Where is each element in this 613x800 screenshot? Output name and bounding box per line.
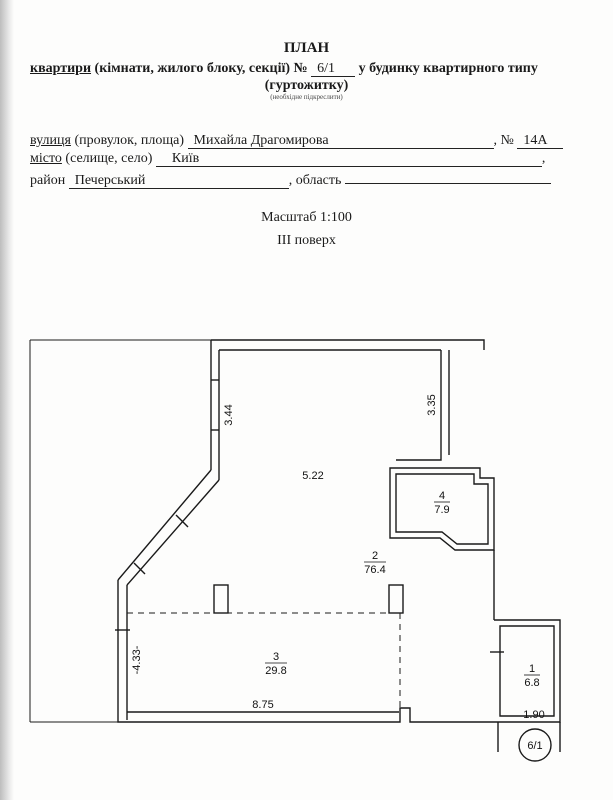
document-title: ПЛАН <box>283 40 330 56</box>
room-2-label <box>364 550 386 576</box>
diagonal-wall <box>118 470 211 580</box>
street-value: Михайла Драгомирова <box>188 133 494 149</box>
room-1-label <box>524 663 540 689</box>
top-wall <box>211 340 484 350</box>
number-label: , № <box>493 133 518 148</box>
district-value: Печерський <box>69 173 289 189</box>
svg-text:1: 1 <box>528 663 536 675</box>
district-label: район <box>30 173 69 188</box>
apartment-number: 6/1 <box>311 61 355 77</box>
scale-label: Масштаб 1:100 <box>261 210 352 225</box>
dim-width-lower: 8.75 <box>252 699 274 711</box>
svg-text:6.8: 6.8 <box>524 677 540 689</box>
city-label: (селище, село) <box>61 151 156 166</box>
dim-left-top: 3.44 <box>223 404 235 426</box>
dim-left-lower: -4.33- <box>131 645 143 675</box>
dim-room1: 1.90 <box>523 709 545 721</box>
svg-text:3: 3 <box>272 651 280 663</box>
svg-text:4: 4 <box>438 490 446 502</box>
street-label: (провулок, площа) <box>70 133 188 148</box>
room-3-label <box>265 651 287 677</box>
house-number: 14А <box>517 133 563 149</box>
svg-text:2: 2 <box>371 550 379 562</box>
apartment-word: квартири <box>30 61 92 76</box>
underline-note: (необхідне підкреслити) <box>270 93 343 101</box>
street-prefix: вулиця <box>30 133 71 148</box>
city-line: місто (селище, село) Київ , <box>30 151 546 166</box>
svg-text:7.9: 7.9 <box>434 504 450 516</box>
city-value: Київ <box>156 151 542 167</box>
dormitory-label: (гуртожитку) <box>264 78 349 93</box>
header-middle: (кімнати, жилого блоку, секції) № <box>91 61 312 76</box>
header-suffix: у будинку квартирного типу <box>355 61 538 76</box>
city-prefix: місто <box>30 151 62 166</box>
marker-label: 6/1 <box>527 740 543 752</box>
floor-label: III поверх <box>277 233 336 248</box>
bottom-wall <box>126 708 498 722</box>
room-4-label <box>434 490 450 516</box>
svg-text:29.8: 29.8 <box>265 665 287 677</box>
left-wall-lower <box>118 580 126 722</box>
room-1-walls <box>494 620 560 722</box>
svg-text:76.4: 76.4 <box>364 564 386 576</box>
dim-width-upper: 5.22 <box>302 470 324 482</box>
region-label: , область <box>288 173 342 188</box>
dim-right-top: 3.35 <box>426 394 438 416</box>
